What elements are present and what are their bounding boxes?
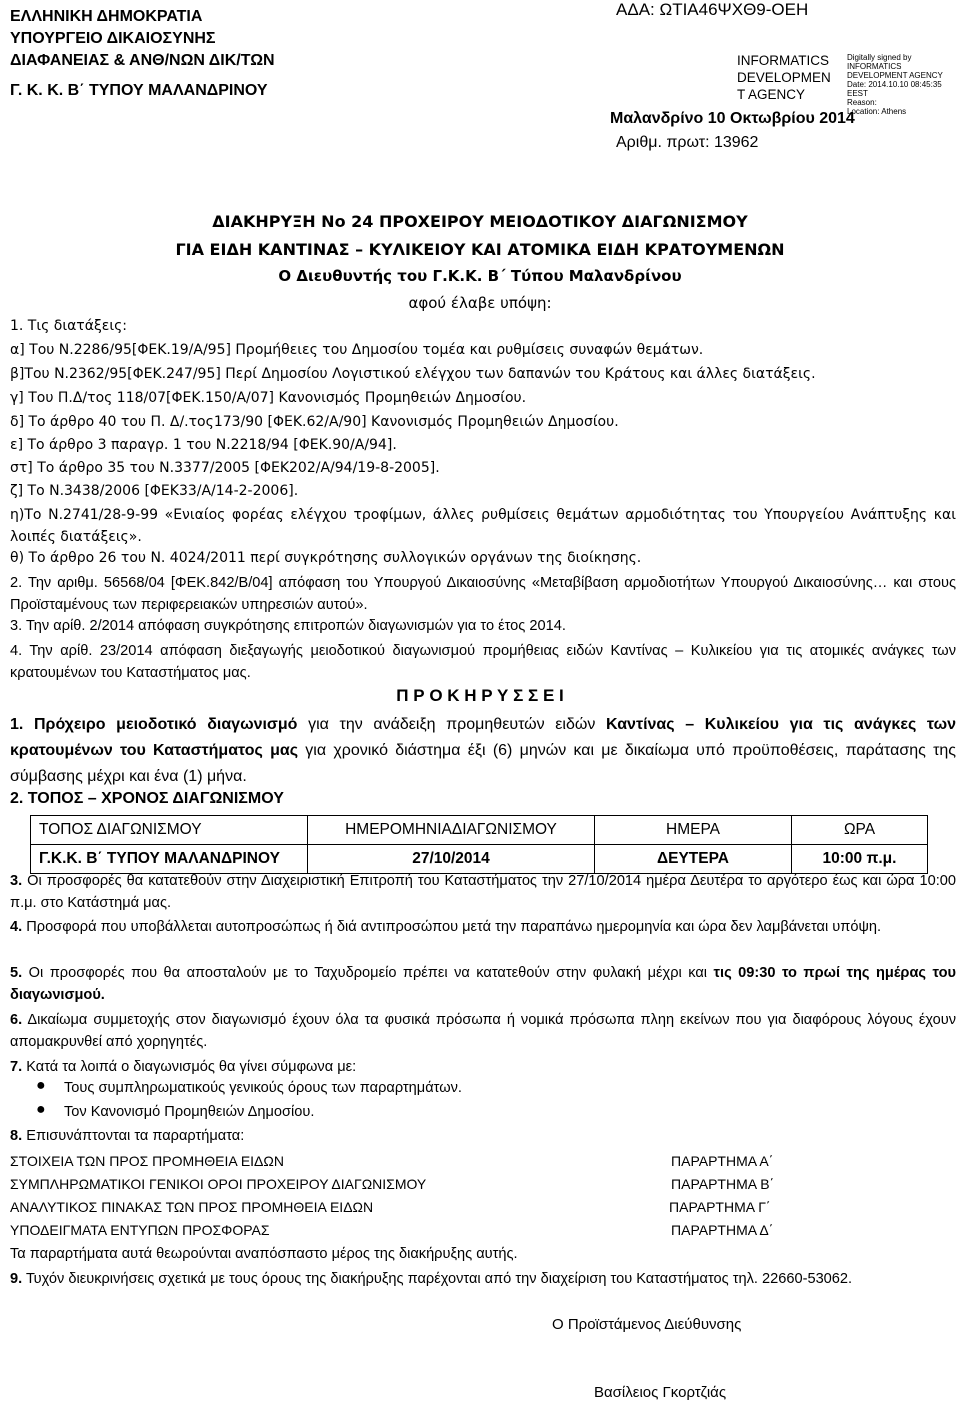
paragraph-8: [10, 1128, 244, 1144]
consideration-3: 3. Την αρίθ. 2/2014 απόφαση συγκρότησης επιτροπών διαγωνισμών για το έτος 2014.: [10, 618, 566, 634]
list-item: 1. Τις διατάξεις:: [10, 318, 127, 334]
ministry-line: ΥΠΟΥΡΓΕΙΟ ΔΙΚΑΙΟΣΥΝΗΣ: [10, 30, 216, 47]
list-item: Τον Κανονισμό Προμηθειών Δημοσίου.: [64, 1104, 315, 1120]
section-1: [10, 712, 956, 790]
table-cell: ΔΕΥΤΕΡΑ: [595, 845, 792, 874]
paragraph-number: 3.: [10, 873, 23, 889]
annex-label: ΠΑΡΑΡΤΗΜΑ Α΄: [671, 1153, 774, 1169]
annex-name: ΥΠΟΔΕΙΓΜΑΤΑ ΕΝΤΥΠΩΝ ΠΡΟΣΦΟΡΑΣ: [10, 1222, 270, 1238]
paragraph-text: Επισυνάπτονται τα παραρτήματα:: [22, 1128, 245, 1144]
annex-name: ΣΥΜΠΛΗΡΩΜΑΤΙΚΟΙ ΓΕΝΙΚΟΙ ΟΡΟΙ ΠΡΟΧΕΙΡΟΥ ΔΙΑΓΩΝΙΣΜΟΥ: [10, 1176, 427, 1192]
list-item: β]Του Ν.2362/95[ΦΕΚ.247/95] Περί Δημοσίου Λογιστικού ελέγχου των δαπανών του Κράτους και άλλες διατάξεις.: [10, 366, 816, 382]
paragraph-3: [10, 870, 956, 914]
list-item: στ] Το άρθρο 35 του Ν.3377/2005 [ΦΕΚ202/Α/94/19-8-2005].: [10, 460, 440, 476]
table-header-cell: ΩΡΑ: [792, 816, 928, 845]
bullet-icon: ●: [36, 1101, 46, 1118]
stamp-org-line: DEVELOPMEN: [737, 70, 831, 85]
paragraph-number: 7.: [10, 1059, 23, 1075]
list-item: γ] Του Π.Δ/τος 118/07[ΦΕΚ.150/Α/07] Κανονισμός Προμηθειών Δημοσίου.: [10, 390, 527, 406]
annex-name: ΑΝΑΛΥΤΙΚΟΣ ΠΙΝΑΚΑΣ ΤΩΝ ΠΡΟΣ ΠΡΟΜΗΘΕΙΑ ΕΙΔΩΝ: [10, 1199, 374, 1215]
annex-label: ΠΑΡΑΡΤΗΜΑ Β΄: [671, 1176, 775, 1192]
section-1-text-rest: για χρονικό διάστημα έξι (6) μηνών και με δικαίωμα υπό προϋποθέσεις, παράτασης της σύμβασης μέχρι και ένα (1) μήνα.: [10, 742, 956, 785]
paragraph-number: 6.: [10, 1012, 23, 1028]
stamp-org-line: INFORMATICS: [737, 53, 829, 68]
table-cell: 27/10/2014: [308, 845, 595, 874]
place-date: Μαλανδρίνο 10 Οκτωβρίου 2014: [610, 110, 855, 127]
paragraph-number: 8.: [10, 1128, 23, 1144]
section-2-title: 2. ΤΟΠΟΣ – ΧΡΟΝΟΣ ΔΙΑΓΩΝΙΣΜΟΥ: [10, 790, 284, 807]
stamp-sig-line: DEVELOPMENT AGENCY: [847, 71, 943, 80]
stamp-sig-line: Digitally signed by: [847, 53, 912, 62]
document-title: ΔΙΑΚΗΡΥΞΗ Νο 24 ΠΡΟΧΕΙΡΟΥ ΜΕΙΟΔΟΤΙΚΟΥ ΔΙΑΓΩΝΙΣΜΟΥ: [212, 212, 748, 231]
table-header-cell: ΤΟΠΟΣ ΔΙΑΓΩΝΙΣΜΟΥ: [31, 816, 308, 845]
list-item: α] Του Ν.2286/95[ΦΕΚ.19/Α/95] Προμήθειες του Δημοσίου τομέα και ρυθμίσεις συναφών θεμάτων.: [10, 342, 704, 358]
table-cell: Γ.Κ.Κ. Β΄ ΤΥΠΟΥ ΜΑΛΑΝΔΡΙΝΟΥ: [31, 845, 308, 874]
consideration-4: 4. Την αρίθ. 23/2014 απόφαση διεξαγωγής μειοδοτικού διαγωνισμού προμήθειας ειδών Καντίνας – Κυλικείου για τις ατομικές ανάγκες των κρατουμένων του Καταστήματος μας.: [10, 643, 956, 681]
paragraph-text: Τυχόν διευκρινήσεις σχετικά με τους όρους της διακήρυξης παρέχονται από την διαχείριση του Καταστήματος τηλ. 22660-53062.: [22, 1271, 853, 1287]
paragraph-7: [10, 1056, 956, 1078]
ministry-line: Γ. Κ. Κ. Β΄ ΤΥΠΟΥ ΜΑΛΑΝΔΡΙΝΟΥ: [10, 82, 268, 99]
ministry-line: ΔΙΑΦΑΝΕΙΑΣ & ΑΝΘ/ΝΩΝ ΔΙΚ/ΤΩΝ: [10, 52, 275, 69]
annex-label: ΠΑΡΑΡΤΗΜΑ Γ΄: [669, 1199, 771, 1215]
consideration-theta: θ) Το άρθρο 26 του Ν. 4024/2011 περί συγκρότησης συλλογικών οργάνων της διοίκησης.: [10, 550, 642, 566]
consideration-2: 2. Την αριθμ. 56568/04 [ΦΕΚ.842/Β/04] απόφαση του Υπουργού Δικαιοσύνης «Μεταβίβαση αρμοδιοτήτων Υπουργού Δικαιοσύνης… και στους Προϊσταμένους των περιφερειακών υπηρεσιών αυτού».: [10, 575, 956, 613]
annex-name: ΣΤΟΙΧΕΙΑ ΤΩΝ ΠΡΟΣ ΠΡΟΜΗΘΕΙΑ ΕΙΔΩΝ: [10, 1153, 284, 1169]
schedule-table: [30, 815, 928, 874]
paragraph-9: [10, 1268, 956, 1290]
consideration-eta: η)Το Ν.2741/28-9-99 «Ενιαίος φορέας ελέγχου τροφίμων, άλλες ρυθμίσεις θεμάτων αρμοδιότητας του Υπουργείου Ανάπτυξης και λοιπές διατάξεις».: [10, 507, 956, 545]
list-item: ζ] Το Ν.3438/2006 [ΦΕΚ33/Α/14-2-2006].: [10, 483, 299, 499]
paragraph-6: [10, 1009, 956, 1053]
section-1-text: για την ανάδειξη προμηθευτών ειδών: [297, 716, 607, 733]
issuer-line: Ο Διευθυντής του Γ.Κ.Κ. Β΄ Τύπου Μαλανδρίνου: [278, 267, 682, 285]
paragraph-number: 4.: [10, 919, 23, 935]
signatory-role: Ο Προϊστάμενος Διεύθυνσης: [552, 1316, 742, 1333]
section-1-bold-lead: Πρόχειρο μειοδοτικό διαγωνισμό: [33, 716, 298, 733]
paragraph-text: Κατά τα λοιπά ο διαγωνισμός θα γίνει σύμφωνα με:: [22, 1059, 357, 1075]
proclaims-heading: Π Ρ Ο Κ Η Ρ Υ Σ Σ Ε Ι: [396, 686, 564, 705]
paragraph-number: 5.: [10, 965, 23, 981]
ministry-line: ΕΛΛΗΝΙΚΗ ΔΗΜΟΚΡΑΤΙΑ: [10, 8, 203, 25]
stamp-sig-line: EEST: [847, 89, 868, 98]
section-1-bold-subject: Καντίνας – Κυλικείου για τις ανάγκες των κρατουμένων του Καταστήματος μας: [10, 716, 957, 759]
paragraph-text: Προσφορά που υποβάλλεται αυτοπροσώπως ή διά αντιπροσώπου μετά την παραπάνω ημερομηνία και ώρα δεν λαμβάνεται υπόψη.: [22, 919, 882, 935]
ada-code: ΑΔΑ: ΩΤΙΑ46ΨΧΘ9-ΟΕΗ: [616, 0, 809, 19]
signatory-name: Βασίλειος Γκορτζιάς: [594, 1384, 727, 1401]
stamp-org-line: T AGENCY: [737, 87, 806, 102]
annex-label: ΠΑΡΑΡΤΗΜΑ Δ΄: [671, 1222, 774, 1238]
stamp-sig-line: INFORMATICS: [847, 62, 902, 71]
considering-line: αφού έλαβε υπόψη:: [408, 294, 552, 312]
table-header-cell: ΗΜΕΡΟΜΗΝΙΑΔΙΑΓΩΝΙΣΜΟΥ: [308, 816, 595, 845]
paragraph-text: Οι προσφορές που θα αποσταλούν με το Ταχυδρομείο πρέπει να κατατεθούν στην φυλακή μέχρι και: [22, 965, 714, 981]
list-item: ε] Το άρθρο 3 παραγρ. 1 του Ν.2218/94 [ΦΕΚ.90/Α/94].: [10, 437, 397, 453]
protocol-number: Αριθμ. πρωτ: 13962: [616, 134, 759, 151]
stamp-sig-line: Date: 2014.10.10 08:45:35: [847, 80, 942, 89]
paragraph-4: [10, 916, 956, 938]
paragraph-number: 9.: [10, 1271, 23, 1287]
list-item: Τους συμπληρωματικούς γενικούς όρους των παραρτημάτων.: [64, 1080, 462, 1096]
paragraph-5: [10, 962, 956, 1006]
list-item: δ] Το άρθρο 40 του Π. Δ/.τος173/90 [ΦΕΚ.62/Α/90] Κανονισμός Προμηθειών Δημοσίου.: [10, 414, 619, 430]
paragraph-bold-text: τις 09:30 το πρωί της ημέρας του διαγωνισμού.: [10, 965, 957, 1003]
paragraph-text: Δικαίωμα συμμετοχής στον διαγωνισμό έχουν όλα τα φυσικά πρόσωπα ή νομικά πρόσωπα πληη εκείνων που για διαφόρους λόγους έχουν απομακρυνθεί από χορηγητές.: [10, 1012, 956, 1050]
paragraph-text: Οι προσφορές θα κατατεθούν στην Διαχειριστική Επιτροπή του Καταστήματος την 27/10/2014 ημέρα Δευτέρα το αργότερο έως και ώρα 10:00 π.μ. στο Κατάστημά μας.: [10, 873, 956, 911]
document-subtitle: ΓΙΑ ΕΙΔΗ ΚΑΝΤΙΝΑΣ – ΚΥΛΙΚΕΙΟΥ ΚΑΙ ΑΤΟΜΙΚΑ ΕΙΔΗ ΚΡΑΤΟΥΜΕΝΩΝ: [175, 240, 785, 259]
table-header-row: [31, 816, 928, 845]
stamp-sig-line: Location: Athens: [847, 107, 907, 116]
section-1-number: 1.: [10, 716, 34, 733]
stamp-sig-line: Reason:: [847, 98, 877, 107]
annex-note: Τα παραρτήματα αυτά θεωρούνται αναπόσπαστο μέρος της διακήρυξης αυτής.: [10, 1246, 518, 1262]
table-cell: 10:00 π.μ.: [792, 845, 928, 874]
bullet-icon: ●: [36, 1077, 46, 1094]
table-header-cell: ΗΜΕΡΑ: [595, 816, 792, 845]
